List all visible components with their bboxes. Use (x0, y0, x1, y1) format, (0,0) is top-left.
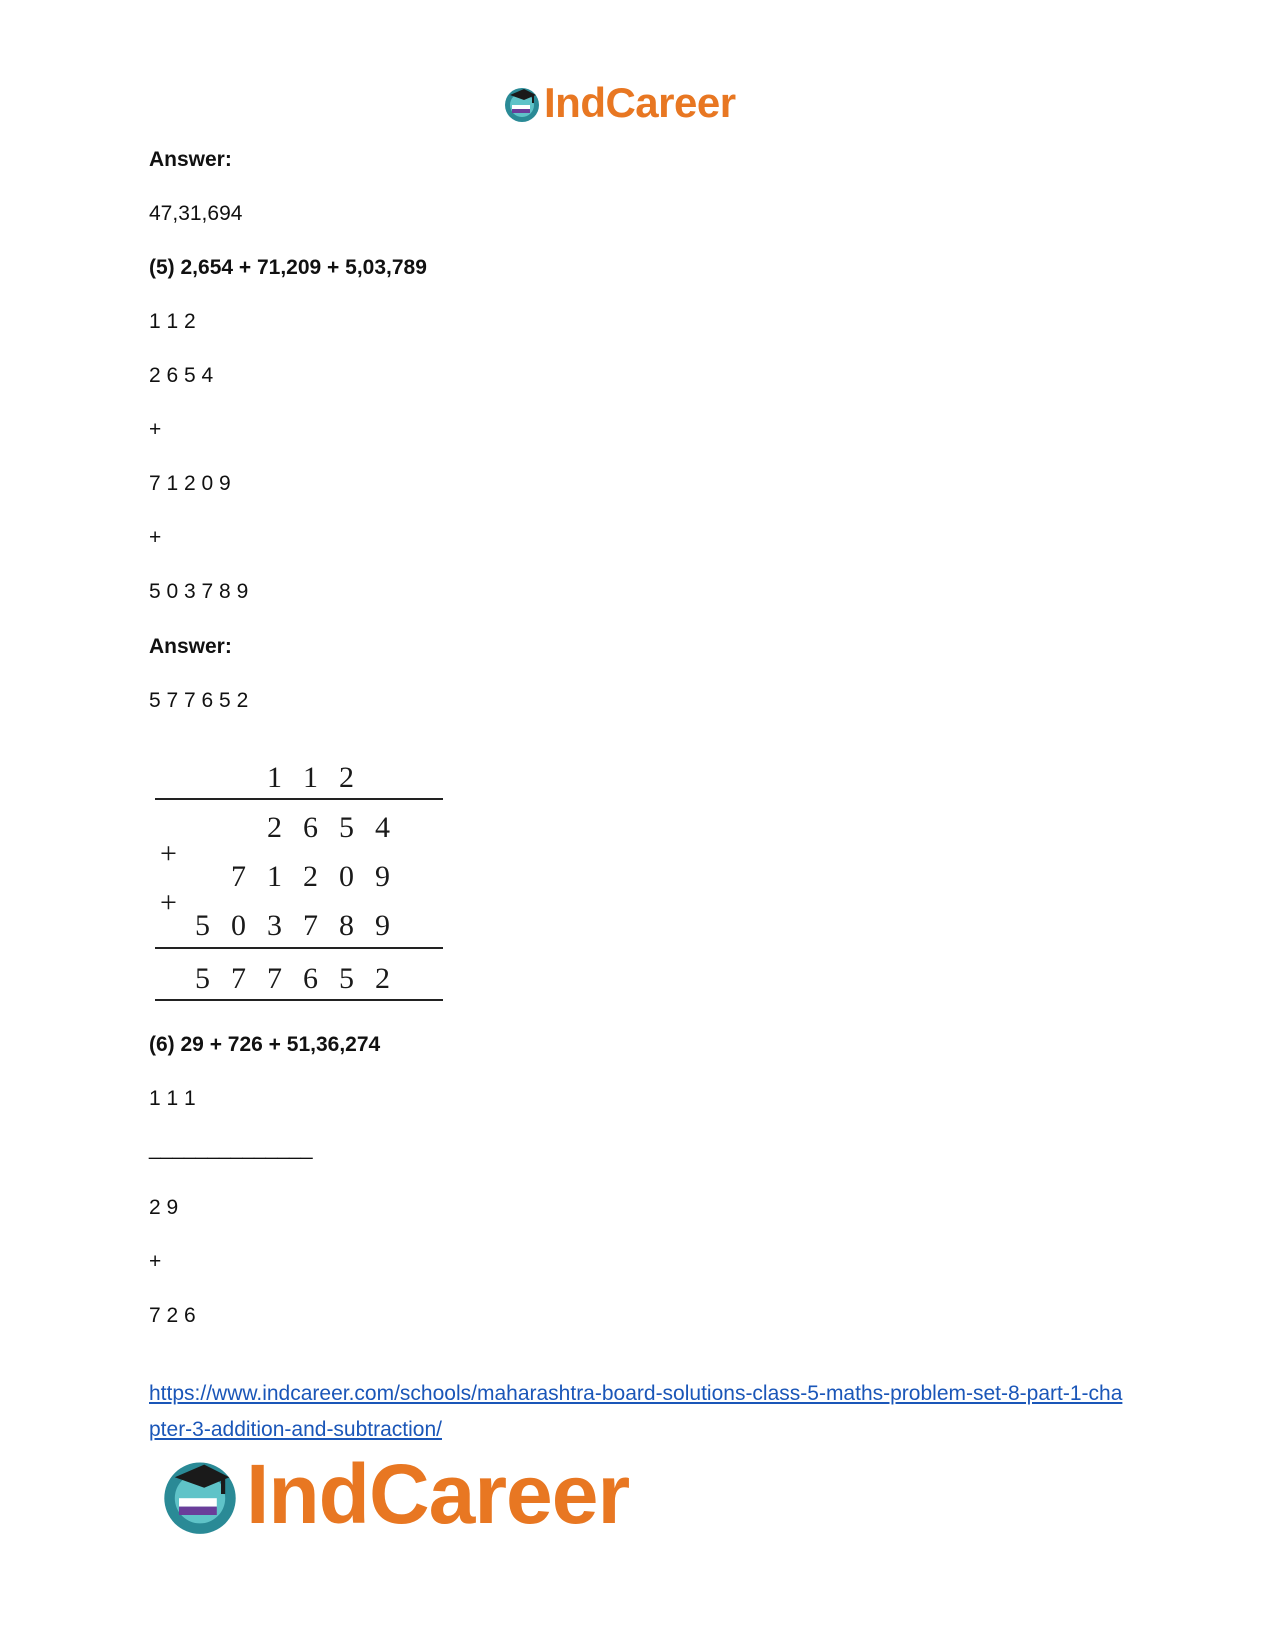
question-title: (6) 29 + 726 + 51,36,274 (149, 1033, 381, 1056)
digit: 5 (195, 909, 210, 942)
digit: 7 (231, 962, 246, 995)
digit: 2 (267, 811, 282, 844)
carry-digits: 1 1 2 (149, 310, 196, 333)
answer-label: Answer: (149, 148, 232, 171)
digit: 8 (339, 909, 354, 942)
digit: 9 (375, 860, 390, 893)
addend-1: 2 6 5 4 (149, 364, 214, 387)
plus-sign: + (160, 837, 177, 870)
digit: 7 (303, 909, 318, 942)
digit: 5 (339, 962, 354, 995)
logo-text: IndCareer (544, 79, 736, 126)
plus-sign: + (149, 1250, 162, 1273)
answer-value: 5 7 7 6 5 2 (149, 689, 249, 712)
digit: 2 (303, 860, 318, 893)
addend-3: 5 0 3 7 8 9 (149, 580, 249, 603)
digit: 6 (303, 962, 318, 995)
digit: 7 (231, 860, 246, 893)
header-logo (502, 78, 736, 128)
digit: 2 (375, 962, 390, 995)
underline-rule: ______________ (149, 1137, 313, 1160)
carry-digit: 2 (339, 761, 354, 794)
digit: 5 (339, 811, 354, 844)
plus-sign: + (149, 526, 162, 549)
carry-row (267, 761, 354, 794)
digit: 5 (195, 962, 210, 995)
answer-value: 47,31,694 (149, 202, 243, 225)
source-link[interactable]: https://www.indcareer.com/schools/maharashtra-board-solutions-class-5-maths-problem-set-8-part-1-chapter-3-addition-and-subtraction/ (149, 1382, 1123, 1441)
carry-digit: 1 (267, 761, 282, 794)
addition-table-figure (151, 752, 449, 1002)
question-title: (5) 2,654 + 71,209 + 5,03,789 (149, 256, 427, 279)
digit: 6 (303, 811, 318, 844)
digit: 7 (267, 962, 282, 995)
plus-sign: + (149, 418, 162, 441)
addend-1: 2 9 (149, 1196, 179, 1219)
digit: 0 (231, 909, 246, 942)
digit: 4 (375, 811, 390, 844)
digit: 1 (267, 860, 282, 893)
logo-text: IndCareer (246, 1447, 630, 1541)
plus-sign: + (160, 886, 177, 919)
addend-2: 7 2 6 (149, 1304, 196, 1327)
digit: 0 (339, 860, 354, 893)
digit: 3 (267, 909, 282, 942)
digit: 9 (375, 909, 390, 942)
table-row-addend-2 (231, 860, 390, 893)
carry-digits: 1 1 1 (149, 1087, 196, 1110)
carry-digit: 1 (303, 761, 318, 794)
table-row-result (195, 962, 390, 995)
table-row-addend-3 (195, 909, 390, 942)
graduation-book-icon (502, 83, 542, 123)
answer-label: Answer: (149, 635, 232, 658)
table-row-addend-1 (267, 811, 390, 844)
footer-logo (158, 1448, 629, 1540)
addend-2: 7 1 2 0 9 (149, 472, 231, 495)
graduation-book-icon (158, 1452, 242, 1536)
